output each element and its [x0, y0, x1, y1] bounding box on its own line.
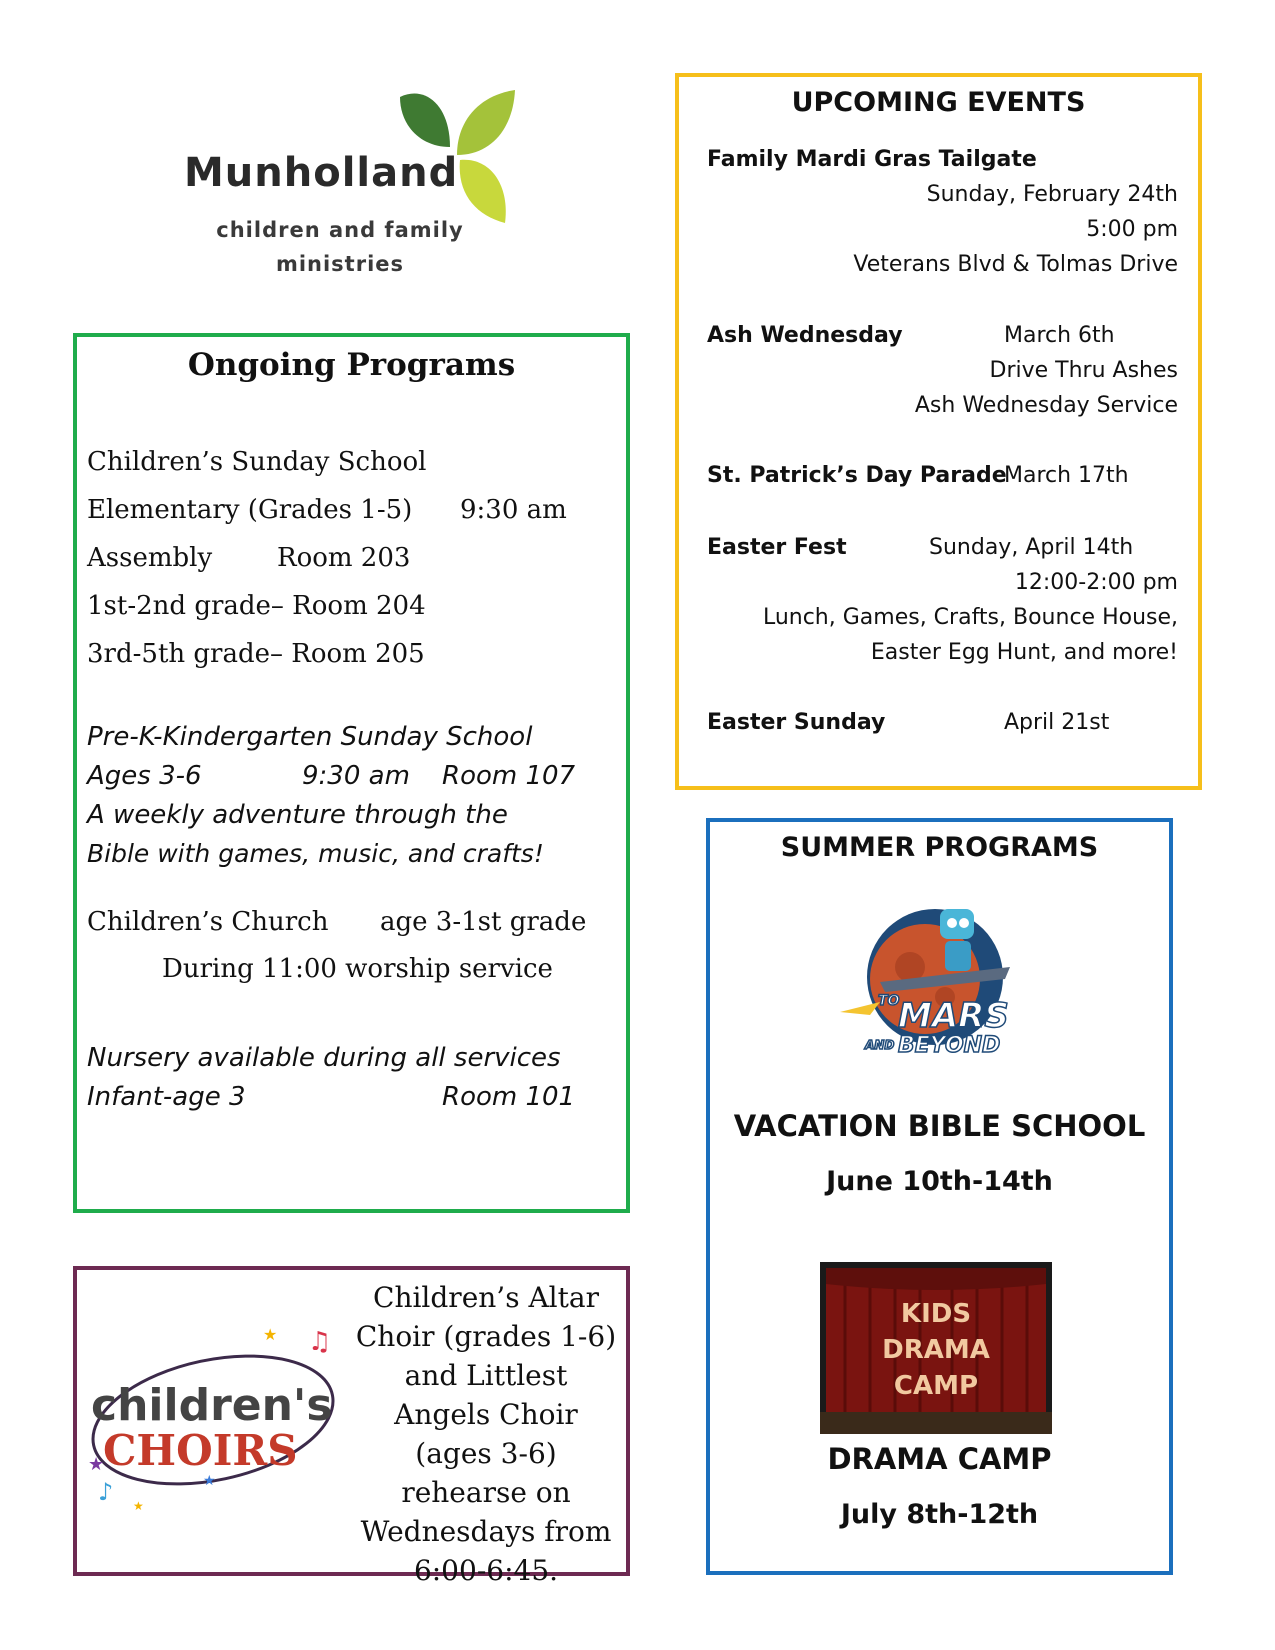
- event-ash-date: March 6th: [1004, 323, 1115, 348]
- ongoing-title: Ongoing Programs: [187, 347, 516, 383]
- summer-programs-box: [706, 818, 1173, 1575]
- vbs-mars-logo: [840, 897, 1040, 1067]
- vbs-label: VACATION BIBLE SCHOOL: [733, 1109, 1146, 1143]
- ongoing-programs-box: [73, 333, 630, 1213]
- childrens-church-ages: age 3-1st grade: [380, 907, 587, 937]
- summer-title: SUMMER PROGRAMS: [780, 832, 1099, 863]
- grade-1-2-room: 1st-2nd grade– Room 204: [87, 591, 426, 621]
- prek-ages: Ages 3-6: [87, 761, 202, 791]
- upcoming-events-box: [675, 73, 1202, 790]
- event-easter-fest-time: 12:00-2:00 pm: [1014, 570, 1178, 595]
- vbs-logo-text-3: AND: [865, 1038, 895, 1052]
- event-mardi-gras-name: Family Mardi Gras Tailgate: [707, 147, 1037, 172]
- event-easter-sunday-date: April 21st: [1004, 710, 1110, 735]
- nursery-label: Nursery available during all services: [87, 1043, 561, 1073]
- vbs-logo-text-2: MARS: [898, 996, 1009, 1036]
- sunday-school-label: Children’s Sunday School: [87, 447, 427, 477]
- choirs-description: Children’s Altar Choir (grades 1-6) and Littlest Angels Choir (ages 3-6) rehearse on Wednesdays from 6:00-6:45.: [355, 1281, 617, 1587]
- munholland-logo: [170, 85, 530, 295]
- event-ash-line1: Drive Thru Ashes: [989, 358, 1178, 383]
- music-note-icon: ♪: [98, 1478, 114, 1506]
- grade-3-5-room: 3rd-5th grade– Room 205: [87, 639, 425, 669]
- drama-img-text-2: DRAMA: [882, 1335, 990, 1365]
- vbs-logo-text-1: TO: [878, 993, 900, 1009]
- drama-label: DRAMA CAMP: [827, 1442, 1052, 1476]
- event-mardi-gras-place: Veterans Blvd & Tolmas Drive: [853, 252, 1178, 277]
- assembly-room: Room 203: [277, 543, 411, 573]
- drama-dates: July 8th-12th: [840, 1499, 1039, 1530]
- event-mardi-gras-time: 5:00 pm: [1086, 217, 1178, 242]
- childrens-church-label: Children’s Church: [87, 907, 329, 937]
- event-mardi-gras-date: Sunday, February 24th: [926, 182, 1178, 207]
- prek-title: Pre-K-Kindergarten Sunday School: [87, 722, 533, 752]
- event-patrick-name: St. Patrick’s Day Parade: [707, 463, 1007, 488]
- elementary-time: 9:30 am: [460, 495, 567, 525]
- prek-desc-2: Bible with games, music, and crafts!: [87, 839, 544, 868]
- logo-tagline-1: children and family: [216, 218, 464, 242]
- prek-desc-1: A weekly adventure through the: [87, 800, 508, 830]
- prek-time: 9:30 am: [302, 761, 410, 791]
- choirs-logo-line2: CHOIRS: [103, 1426, 298, 1475]
- nursery-ages: Infant-age 3: [87, 1082, 246, 1112]
- star-icon: ★: [263, 1325, 278, 1344]
- event-patrick-date: March 17th: [1004, 463, 1129, 488]
- event-easter-sunday-name: Easter Sunday: [707, 710, 886, 735]
- childrens-choirs-box: [73, 1266, 630, 1587]
- event-easter-fest-line1: Lunch, Games, Crafts, Bounce House,: [762, 605, 1178, 630]
- event-easter-fest-line2: Easter Egg Hunt, and more!: [870, 640, 1178, 665]
- event-ash-line2: Ash Wednesday Service: [914, 393, 1178, 418]
- drama-img-text-1: KIDS: [900, 1299, 972, 1329]
- drama-camp-stage-image: [820, 1262, 1052, 1434]
- vbs-logo-text-4: BEYOND: [898, 1033, 1001, 1058]
- logo-tagline-2: ministries: [275, 252, 405, 276]
- star-icon: ★: [133, 1499, 144, 1513]
- nursery-room: Room 101: [442, 1082, 576, 1112]
- event-ash-name: Ash Wednesday: [707, 323, 903, 348]
- event-easter-fest-name: Easter Fest: [707, 535, 847, 560]
- star-icon: ★: [88, 1454, 105, 1475]
- childrens-choirs-logo: [83, 1310, 348, 1520]
- vbs-dates: June 10th-14th: [826, 1166, 1053, 1197]
- drama-img-text-3: CAMP: [893, 1371, 979, 1401]
- star-icon: ★: [203, 1473, 216, 1489]
- elementary-label: Elementary (Grades 1-5): [87, 495, 413, 525]
- logo-brand: Munholland: [184, 150, 459, 196]
- childrens-church-time: During 11:00 worship service: [162, 954, 553, 984]
- prek-room: Room 107: [442, 761, 576, 791]
- choirs-logo-line1: children's: [91, 1380, 333, 1431]
- assembly-label: Assembly: [87, 543, 213, 573]
- event-easter-fest-date: Sunday, April 14th: [929, 535, 1134, 560]
- events-title: UPCOMING EVENTS: [791, 87, 1086, 118]
- music-note-icon: ♫: [308, 1327, 332, 1357]
